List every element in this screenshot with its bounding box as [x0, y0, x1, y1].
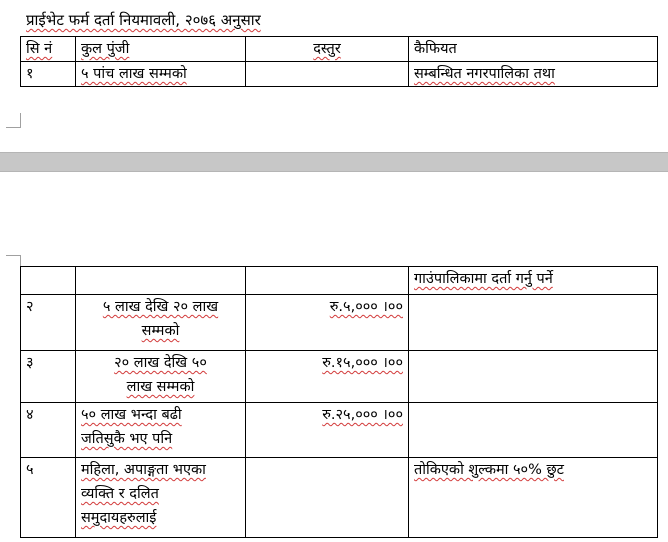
document-title: प्राईभेट फर्म दर्ता नियमावली, २०७६ अनुसार — [26, 11, 261, 29]
cell-sn: ४ — [21, 403, 76, 458]
cell-sn — [21, 267, 76, 295]
header-fee: दस्तुर — [246, 37, 409, 62]
fee-table-top — [20, 36, 658, 87]
cell-capital: २० लाख देखि ५० लाख सम्मको — [76, 351, 246, 403]
page-corner-mark — [6, 113, 21, 128]
table-row — [21, 267, 658, 295]
header-sn: सि नं — [21, 37, 76, 62]
cell-sn: १ — [21, 62, 76, 87]
cell-capital: ५ लाख देखि २० लाख सम्मको — [76, 295, 246, 351]
cell-remark: गाउंपालिकामा दर्ता गर्नु पर्ने — [409, 267, 658, 295]
table-row — [21, 351, 658, 403]
cell-fee: रु.१५,००० ।०० — [246, 351, 409, 403]
cell-remark — [409, 295, 658, 351]
cell-capital: महिला, अपाङ्गता भएका व्यक्ति र दलित समुदायहरुलाई — [76, 458, 246, 538]
cell-fee — [246, 62, 409, 87]
fee-table-bottom — [20, 266, 658, 538]
table-row — [21, 458, 658, 538]
cell-capital: ५० लाख भन्दा बढी जतिसुकै भए पनि — [76, 403, 246, 458]
page-corner-mark — [6, 255, 21, 270]
cell-fee — [246, 458, 409, 538]
table-row — [21, 295, 658, 351]
cell-fee: रु.५,००० ।०० — [246, 295, 409, 351]
cell-fee — [246, 267, 409, 295]
cell-capital: ५ पांच लाख सम्मको — [76, 62, 246, 87]
table-row — [21, 403, 658, 458]
cell-capital — [76, 267, 246, 295]
cell-fee: रु.२५,००० ।०० — [246, 403, 409, 458]
table-row — [21, 62, 658, 87]
header-capital: कुल पुंजी — [76, 37, 246, 62]
cell-sn: ५ — [21, 458, 76, 538]
cell-remark: सम्बन्धित नगरपालिका तथा — [409, 62, 658, 87]
header-remark: कैफियत — [409, 37, 658, 62]
cell-remark — [409, 403, 658, 458]
cell-remark — [409, 351, 658, 403]
table-header-row — [21, 37, 658, 62]
cell-sn: ३ — [21, 351, 76, 403]
page-break-separator — [0, 152, 668, 172]
cell-remark: तोकिएको शुल्कमा ५०% छुट — [409, 458, 658, 538]
cell-sn: २ — [21, 295, 76, 351]
